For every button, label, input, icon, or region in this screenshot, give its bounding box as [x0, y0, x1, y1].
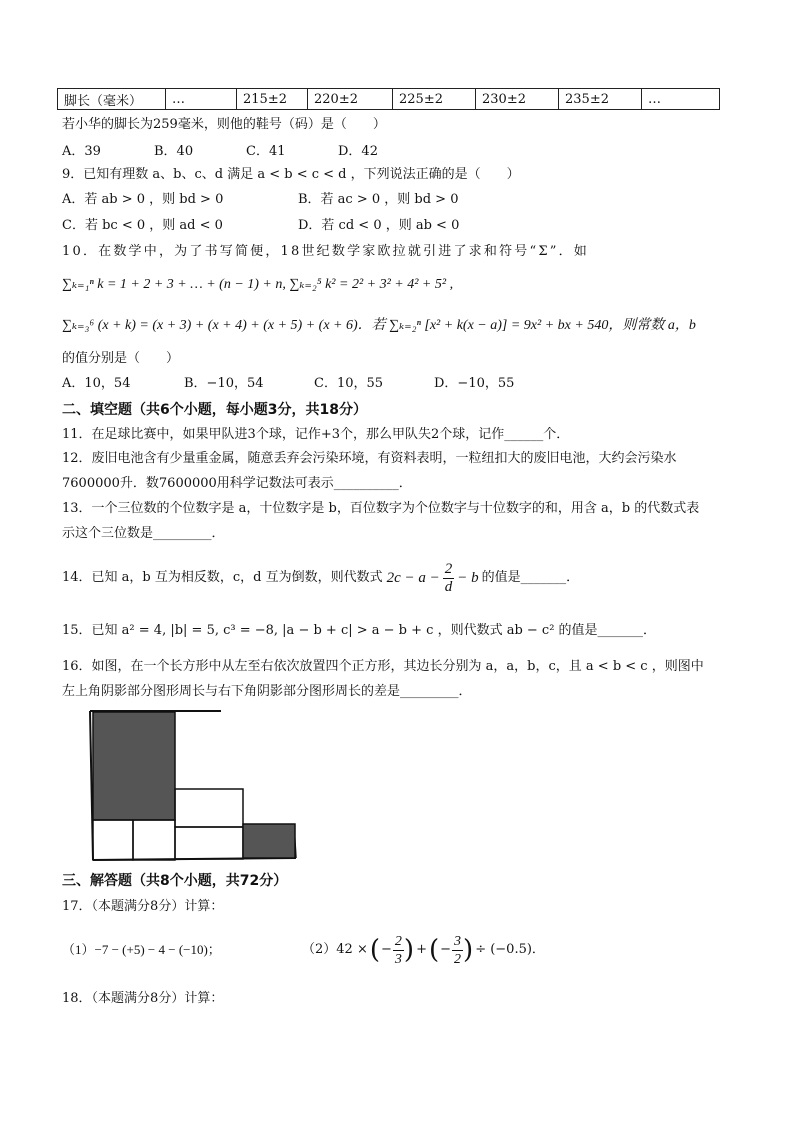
table-cell: 215±2 [237, 89, 308, 110]
q17-title: 17．（本题满分8分）计算： [62, 899, 224, 914]
q10-options [62, 375, 514, 393]
q14-expr-left: 2c − a − [386, 570, 440, 586]
q17-part1: （1）−7 − (+5) − 4 − (−10)； [62, 942, 221, 957]
q9-options-row1 [62, 191, 458, 209]
q18-title: 18．（本题满分8分）计算： [62, 991, 224, 1006]
squares-figure [86, 702, 316, 862]
table-cell: 225±2 [393, 89, 476, 110]
fraction-numerator: 2 [394, 933, 402, 949]
q17-fraction-2 [452, 933, 463, 968]
table-row [58, 89, 720, 110]
table-cell: 230±2 [476, 89, 559, 110]
square-c-lower [175, 827, 243, 859]
q10-formula-2: ∑ₖ₌₃⁶ (x + k) = (x + 3) + (x + 4) + (x + 5) + (x + 6)．若 ∑ₖ₌₂ⁿ [x² + k(x − a)] = 9x² + bx + 540，则常数 a，b [62, 318, 696, 333]
q13-line2: 示这个三位数是_________． [62, 526, 225, 541]
q12-line1: 12．废旧电池含有少量重金属，随意丢弃会污染环境，有资料表明，一粒纽扣大的废旧电池，大约会污染水 [62, 451, 677, 466]
paren-open: ( [428, 935, 440, 965]
square-a-1 [93, 820, 133, 860]
option-a: A．10，54 [62, 376, 131, 391]
section-2-heading: 二、填空题（共6个小题，每小题3分，共18分） [62, 402, 367, 418]
option-d: D．42 [338, 144, 378, 159]
q14-text: 14．已知 a，b 互为相反数，c，d 互为倒数，则代数式 [62, 570, 383, 585]
square-a-2 [133, 820, 175, 860]
table-header-cell: 脚长（毫米） [58, 89, 166, 110]
q16-line2: 左上角阴影部分图形周长与右下角阴影部分图形周长的差是_________． [62, 684, 472, 699]
paren-open: ( [369, 935, 380, 965]
q10-formula-1: ∑ₖ₌₁ⁿ k = 1 + 2 + 3 + … + (n − 1) + n, ∑ₖ₌₂⁵ k² = 2² + 3² + 4² + 5² , [62, 277, 454, 292]
option-b: B．40 [154, 144, 194, 159]
option-b: B．−10，54 [184, 376, 264, 391]
fraction-denominator: d [444, 578, 453, 595]
table-cell: 235±2 [559, 89, 642, 110]
option-b: B．若 ac > 0 ，则 bd > 0 [298, 192, 459, 207]
fraction-denominator: 3 [394, 951, 402, 967]
option-c: C．若 bc < 0 ，则 ad < 0 [62, 218, 223, 233]
fraction-denominator: 2 [454, 951, 462, 967]
option-c: C．41 [246, 144, 286, 159]
plus-sign: + [416, 942, 427, 957]
q17-part2-suffix: ÷ (−0.5)． [475, 942, 545, 957]
table-cell: … [166, 89, 237, 110]
q9-options-row2 [62, 217, 459, 235]
q17-part2-prefix: （2）42 × [302, 942, 368, 957]
q14 [62, 558, 579, 598]
option-a: A．39 [62, 144, 101, 159]
q16-line1: 16．如图，在一个长方形中从左至右依次放置四个正方形，其边长分别为 a，a，b，c，且 a < b < c ，则图中 [62, 659, 704, 674]
section-3-heading: 三、解答题（共8个小题，共72分） [62, 873, 288, 889]
table-cell: 220±2 [308, 89, 393, 110]
q13-line1: 13．一个三位数的个位数字是 a，十位数字是 b，百位数字为个位数字与十位数字的和，用含 a，b 的代数式表 [62, 501, 700, 516]
q15: 15．已知 a² = 4, |b| = 5, c³ = −8, |a − b + c| > a − b + c ，则代数式 ab − c² 的值是_______． [62, 623, 657, 638]
option-c: C．10，55 [314, 376, 384, 391]
q17-parts: （1）−7 − (+5) − 4 − (−10)； （2）42 × ( − $\frac{2}{3}$ ) + ( − $\frac{3}{2}$ ) ÷ (−0.5)． [62, 930, 545, 970]
q10-line1: 10．在数学中，为了书写简便，18世纪数学家欧拉就引进了求和符号“Σ”．如 [62, 244, 589, 259]
q8-options [62, 143, 378, 161]
shoe-size-table [57, 88, 720, 110]
shaded-region-bottom-right [243, 824, 295, 858]
option-a: A．若 ab > 0 ，则 bd > 0 [62, 192, 224, 207]
q17-fraction-1 [393, 933, 404, 968]
fraction-numerator: 2 [444, 560, 453, 577]
q8-stem: 若小华的脚长为259毫米，则他的鞋号（码）是（ ） [62, 117, 386, 132]
option-d: D．−10，55 [434, 376, 515, 391]
fraction-numerator: 3 [454, 933, 462, 949]
option-d: D．若 cd < 0 ，则 ab < 0 [298, 218, 460, 233]
q12-line2: 7600000升．数7600000用科学记数法可表示__________． [62, 476, 412, 491]
square-c [175, 789, 243, 827]
q11: 11．在足球比赛中，如果甲队进3个球，记作+3个，那么甲队失2个球，记作______个． [62, 427, 570, 442]
paren-close: ) [403, 935, 415, 965]
q14-fraction [443, 561, 455, 596]
q9-stem: 9．已知有理数 a、b、c、d 满足 a < b < c < d ，下列说法正确的是（ ） [62, 167, 520, 182]
q14-answer-text: 的值是_______． [481, 570, 580, 585]
shaded-region-top-left [93, 712, 175, 820]
q14-expr-right: − b [457, 570, 479, 586]
paren-close: ) [463, 935, 474, 965]
table-cell: … [642, 89, 720, 110]
q10-line4: 的值分别是（ ） [62, 351, 180, 366]
